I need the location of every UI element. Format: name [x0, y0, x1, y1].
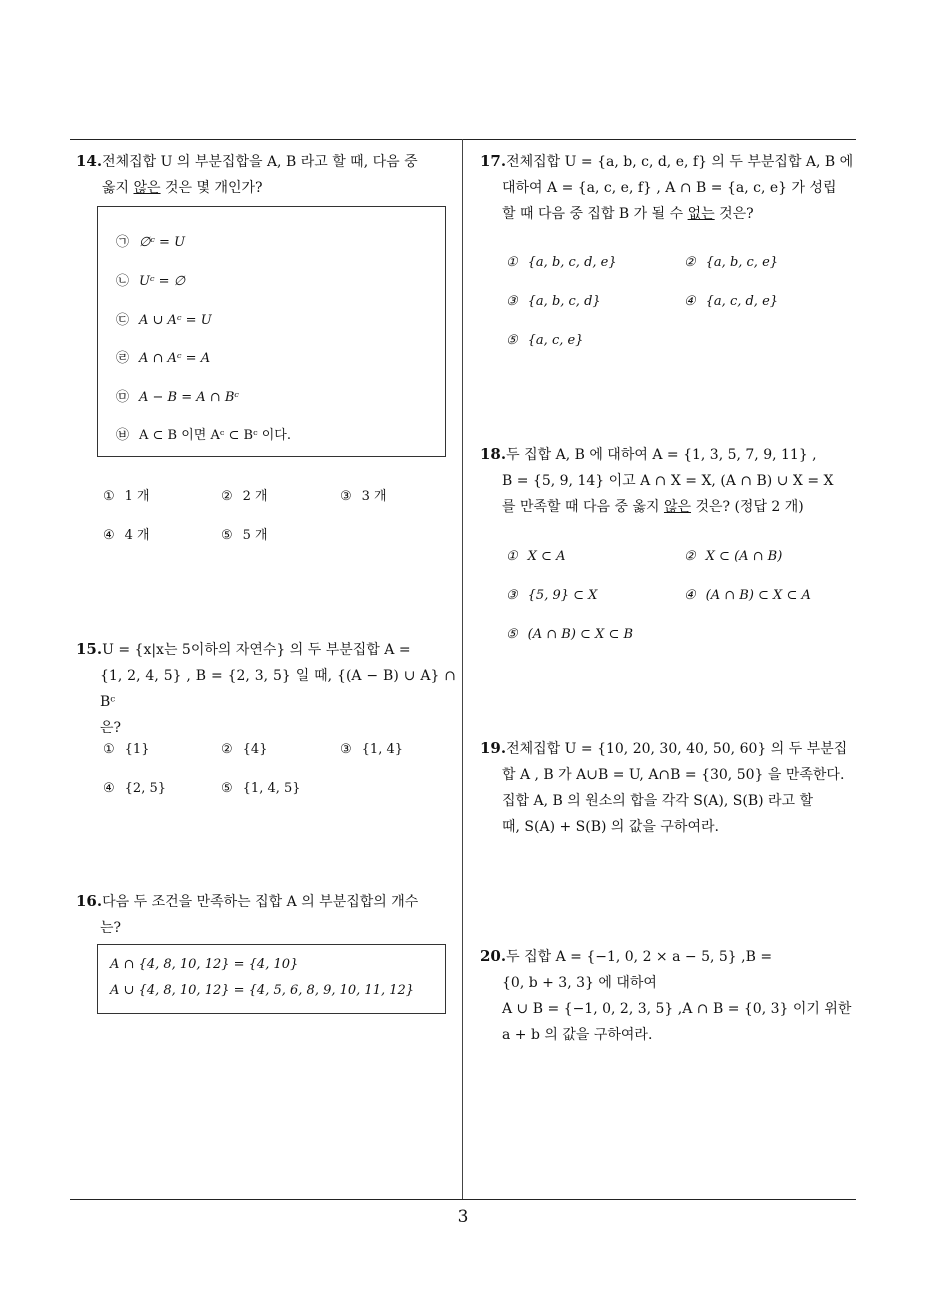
option-mark: ③	[506, 294, 518, 309]
option-1[interactable]	[103, 740, 149, 760]
option-mark: ③	[340, 742, 352, 757]
option-5[interactable]	[221, 779, 301, 799]
stem-line: a + b 의 값을 구하여라.	[502, 1027, 653, 1043]
option-mark: ⑤	[506, 627, 518, 642]
question-number: 15.	[76, 640, 103, 658]
stem-text: 것은?	[714, 206, 754, 222]
stem-line: {1, 2, 4, 5} , B = {2, 3, 5} 일 때, {(A − B) ∪ A} ∩ Bᶜ	[100, 668, 456, 710]
option-mark: ①	[103, 489, 115, 504]
option-text: {2, 5}	[124, 781, 167, 796]
question-15	[76, 636, 456, 741]
stem-line: 대하여 A = {a, c, e, f} , A ∩ B = {a, c, e} 가 성립	[502, 180, 837, 196]
option-text: 1 개	[124, 489, 150, 504]
question-19	[480, 735, 858, 840]
option-mark: ②	[684, 549, 696, 564]
stem-line: 두 집합 A, B 에 대하여 A = {1, 3, 5, 7, 9, 11} ,	[506, 447, 817, 463]
option-mark: ④	[103, 781, 115, 796]
stem-text: 옳지	[102, 180, 134, 196]
option-text: {1}	[124, 742, 150, 757]
stem-line: 전체집합 U 의 부분집합을 A, B 라고 할 때, 다음 중	[102, 154, 418, 170]
option-text: {1, 4, 5}	[242, 781, 301, 796]
option-mark: ⑤	[221, 528, 233, 543]
question-16-box	[97, 944, 446, 1014]
option-text: {a, b, c, e}	[705, 255, 779, 270]
option-mark: ②	[221, 742, 233, 757]
option-mark: ⑤	[221, 781, 233, 796]
option-5[interactable]	[221, 526, 268, 546]
question-17	[480, 148, 858, 227]
stem-line: 는?	[100, 920, 122, 936]
stem-line: 은?	[100, 720, 122, 736]
option-3[interactable]	[340, 740, 403, 760]
option-mark: ④	[103, 528, 115, 543]
item-text: A ∩ Aᶜ = A	[139, 351, 211, 366]
option-text: {5, 9} ⊂ X	[527, 588, 598, 603]
option-2[interactable]	[221, 740, 267, 760]
bottom-rule	[70, 1199, 856, 1200]
option-text: 4 개	[124, 528, 150, 543]
stem-line: 두 집합 A = {−1, 0, 2 × a − 5, 5} ,B =	[506, 949, 773, 965]
item-mark: ㉥	[116, 428, 130, 443]
option-2[interactable]	[221, 487, 268, 507]
option-text: {a, b, c, d}	[527, 294, 601, 309]
option-mark: ②	[221, 489, 233, 504]
option-2[interactable]	[684, 547, 782, 567]
stem-line: 다음 두 조건을 만족하는 집합 A 의 부분집합의 개수	[102, 894, 419, 910]
option-text: X ⊂ A	[527, 549, 566, 564]
box-item	[116, 388, 239, 408]
question-14-box	[97, 206, 446, 457]
option-text: X ⊂ (A ∩ B)	[705, 549, 783, 564]
option-4[interactable]	[684, 586, 811, 606]
option-text: {a, c, d, e}	[705, 294, 779, 309]
question-number: 20.	[480, 947, 507, 965]
option-mark: ①	[506, 255, 518, 270]
condition-2: A ∪ {4, 8, 10, 12} = {4, 5, 6, 8, 9, 10, 11, 12}	[110, 983, 415, 998]
stem-line: 합 A , B 가 A∪B = U, A∩B = {30, 50} 을 만족한다.	[502, 767, 845, 783]
top-rule	[70, 139, 856, 140]
column-divider	[462, 139, 463, 1200]
option-text: 5 개	[242, 528, 268, 543]
option-1[interactable]	[506, 253, 617, 273]
option-text: {a, c, e}	[527, 333, 584, 348]
item-text: ∅ᶜ = U	[139, 235, 186, 250]
option-text: {1, 4}	[361, 742, 404, 757]
option-text: 2 개	[242, 489, 268, 504]
underlined-word: 않은	[663, 499, 692, 515]
stem-text: 것은 몇 개인가?	[160, 180, 263, 196]
box-item	[116, 311, 212, 331]
item-mark: ㉡	[116, 274, 130, 289]
stem-line: 전체집합 U = {a, b, c, d, e, f} 의 두 부분집합 A, B 에	[506, 154, 854, 170]
stem-line: B = {5, 9, 14} 이고 A ∩ X = X, (A ∩ B) ∪ X = X	[502, 473, 834, 489]
question-number: 14.	[76, 152, 103, 170]
stem-text: 를 만족할 때 다음 중 옳지	[502, 499, 664, 515]
option-text: 3 개	[361, 489, 387, 504]
option-3[interactable]	[506, 292, 601, 312]
option-3[interactable]	[340, 487, 387, 507]
box-item	[116, 272, 185, 292]
question-14	[76, 148, 456, 201]
question-number: 16.	[76, 892, 103, 910]
item-text: A ⊂ B 이면 Aᶜ ⊂ Bᶜ 이다.	[139, 428, 291, 443]
option-mark: ②	[684, 255, 696, 270]
item-mark: ㉣	[116, 351, 130, 366]
option-mark: ⑤	[506, 333, 518, 348]
underlined-word: 않은	[133, 180, 161, 196]
option-2[interactable]	[684, 253, 778, 273]
item-mark: ㉢	[116, 313, 130, 328]
page-number: 3	[457, 1207, 469, 1227]
item-mark: ㉤	[116, 390, 130, 405]
stem-line: 전체집합 U = {10, 20, 30, 40, 50, 60} 의 두 부분집	[506, 741, 848, 757]
option-text: (A ∩ B) ⊂ X ⊂ A	[705, 588, 811, 603]
option-mark: ③	[506, 588, 518, 603]
stem-line: 집합 A, B 의 원소의 합을 각각 S(A), S(B) 라고 할	[502, 793, 814, 809]
stem-text: 할 때 다음 중 집합 B 가 될 수	[502, 206, 688, 222]
item-text: A ∪ Aᶜ = U	[139, 313, 212, 328]
question-14-stem	[76, 148, 456, 201]
option-mark: ④	[684, 588, 696, 603]
question-20	[480, 943, 858, 1048]
stem-line: A ∪ B = {−1, 0, 2, 3, 5} ,A ∩ B = {0, 3} 이기 위한	[502, 1001, 852, 1017]
question-number: 19.	[480, 739, 507, 757]
option-4[interactable]	[684, 292, 778, 312]
option-4[interactable]	[103, 526, 150, 546]
option-5[interactable]	[506, 625, 633, 645]
option-text: {a, b, c, d, e}	[527, 255, 617, 270]
option-3[interactable]	[506, 586, 597, 606]
option-4[interactable]	[103, 779, 166, 799]
option-text: (A ∩ B) ⊂ X ⊂ B	[527, 627, 634, 642]
stem-text: 것은? (정답 2 개)	[691, 499, 804, 515]
question-number: 17.	[480, 152, 507, 170]
option-5[interactable]	[506, 331, 583, 351]
item-text: Uᶜ = ∅	[139, 274, 186, 289]
underlined-word: 없는	[687, 206, 715, 222]
option-1[interactable]	[103, 487, 150, 507]
item-mark: ㉠	[116, 235, 130, 250]
stem-line: 때, S(A) + S(B) 의 값을 구하여라.	[502, 819, 719, 835]
option-text: {4}	[242, 742, 268, 757]
option-mark: ①	[506, 549, 518, 564]
question-18	[480, 441, 858, 520]
question-number: 18.	[480, 445, 507, 463]
option-mark: ④	[684, 294, 696, 309]
box-item	[116, 349, 210, 369]
condition-1: A ∩ {4, 8, 10, 12} = {4, 10}	[110, 957, 299, 972]
item-text: A − B = A ∩ Bᶜ	[139, 390, 239, 405]
box-item	[116, 233, 185, 253]
option-mark: ③	[340, 489, 352, 504]
stem-line: {0, b + 3, 3} 에 대하여	[502, 975, 657, 991]
stem-line: U = {x|x는 5이하의 자연수} 의 두 부분집합 A =	[102, 642, 411, 658]
question-16	[76, 888, 456, 941]
box-item	[116, 426, 291, 446]
option-mark: ①	[103, 742, 115, 757]
option-1[interactable]	[506, 547, 565, 567]
